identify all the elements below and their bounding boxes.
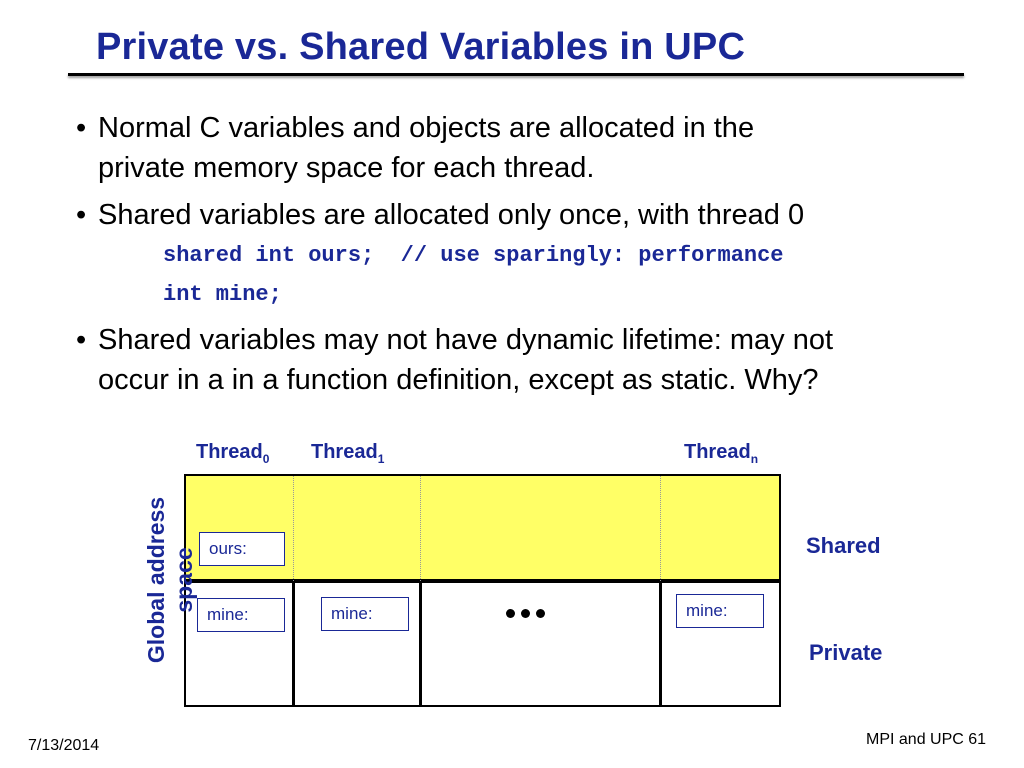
footer-page-label: MPI and UPC 61 (866, 731, 987, 748)
thread-0-label (196, 441, 269, 466)
region-divider (184, 579, 781, 583)
slide-title: Private vs. Shared Variables in UPC (96, 26, 746, 68)
thread-n-label (684, 441, 758, 466)
code-line-shared: shared int ours; // use sparingly: performance (163, 243, 784, 268)
private-variable-mine: mine: (197, 598, 285, 632)
bullet-text-line: Shared variables are allocated only once, with thread 0 (98, 199, 805, 231)
bullet-dot: • (76, 112, 87, 144)
shared-partition-line (660, 476, 661, 581)
bullet-2 (76, 195, 976, 235)
thread-name: Thread (684, 441, 751, 463)
vertical-label-line: space (171, 547, 197, 613)
bullet-1 (76, 108, 976, 188)
bullet-text-line: Shared variables may not have dynamic lifetime: may not (98, 324, 834, 356)
code-line-private: int mine; (163, 282, 282, 307)
bullet-3 (76, 320, 976, 400)
private-variable-mine: mine: (321, 597, 409, 631)
bullet-text-line: occur in a in a function definition, except as static. Why? (98, 364, 819, 396)
footer-date: 7/13/2014 (28, 737, 100, 754)
thread-name: Thread (196, 441, 263, 463)
shared-partition-line (420, 476, 421, 581)
bullet-text-line: Normal C variables and objects are allocated in the (98, 112, 755, 144)
private-variable-mine: mine: (676, 594, 764, 628)
bullet-dot: • (76, 324, 87, 356)
private-partition-line (659, 583, 662, 707)
bullet-dot: • (76, 199, 87, 231)
private-label: Private (809, 640, 883, 665)
shared-variable-ours: ours: (199, 532, 285, 566)
private-partition-line (419, 583, 422, 707)
thread-name: Thread (311, 441, 378, 463)
thread-index: 1 (377, 452, 385, 466)
thread-1-label (311, 441, 384, 466)
shared-partition-line (293, 476, 294, 581)
vertical-label-line: Global address (143, 496, 169, 664)
bullet-text-line: private memory space for each thread. (98, 152, 595, 184)
shared-label: Shared (806, 533, 881, 558)
thread-index: n (750, 452, 759, 466)
thread-index: 0 (262, 452, 270, 466)
private-partition-line (292, 583, 295, 707)
title-underline (68, 73, 964, 76)
global-address-space-label (142, 470, 198, 690)
